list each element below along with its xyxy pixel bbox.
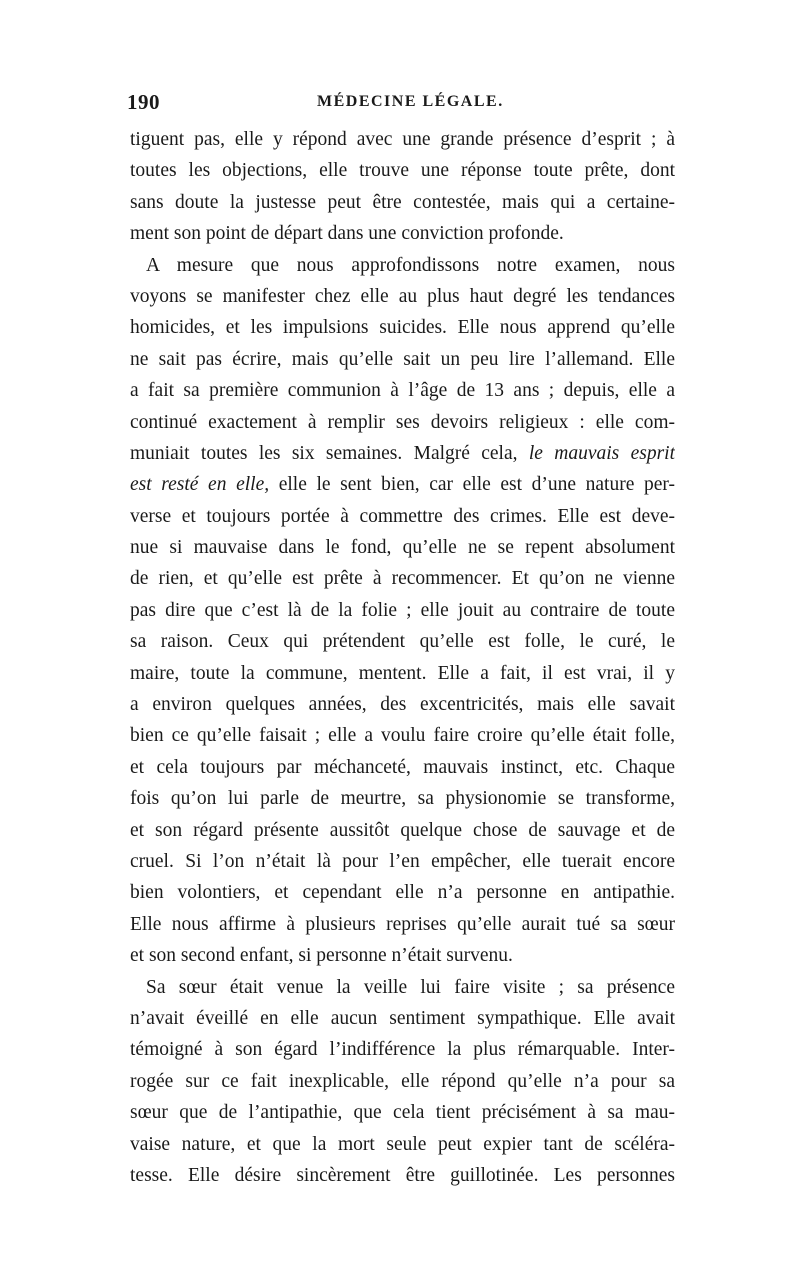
line-text: de rien, et qu’elle est prête à recommencer. Et qu’on ne vienne — [130, 568, 675, 590]
line-text: muniait toutes les six semaines. Malgré cela, — [130, 442, 518, 464]
line-text: nue si mauvaise dans le fond, qu’elle ne se repent absolument — [130, 537, 675, 559]
text-line — [130, 1066, 675, 1097]
paragraph — [130, 124, 675, 250]
line-text: ment son point de départ dans une conviction profonde. — [130, 223, 564, 245]
text-line — [130, 1003, 675, 1034]
line-text: bien volontiers, et cependant elle n’a personne en antipathie. — [130, 882, 675, 904]
text-line — [130, 940, 675, 971]
paragraph — [130, 250, 675, 972]
line-text: a environ quelques années, des excentricités, mais elle savait — [130, 694, 675, 716]
line-text: A mesure que nous approfondissons notre examen, nous — [146, 254, 675, 276]
line-text: verse et toujours portée à commettre des crimes. Elle est deve- — [130, 505, 675, 527]
text-line — [130, 783, 675, 814]
line-text: cruel. Si l’on n’était là pour l’en empêcher, elle tuerait encore — [130, 850, 675, 872]
text-line — [130, 909, 675, 940]
line-text: ne sait pas écrire, mais qu’elle sait un peu lire l’allemand. Elle — [130, 348, 675, 370]
line-text: tesse. Elle désire sincèrement être guillotinée. Les personnes — [130, 1164, 675, 1186]
line-text: rogée sur ce fait inexplicable, elle répond qu’elle n’a pour sa — [130, 1070, 675, 1092]
line-text: Sa sœur était venue la veille lui faire visite ; sa présence — [146, 976, 675, 998]
text-line — [130, 124, 675, 155]
italic-text: est resté en elle, — [130, 474, 270, 496]
text-line — [130, 720, 675, 751]
text-line — [130, 155, 675, 186]
line-text: et son régard présente aussitôt quelque chose de sauvage et de — [130, 819, 675, 841]
text-line — [130, 972, 675, 1003]
line-text: sœur que de l’antipathie, que cela tient précisément à sa mau- — [130, 1102, 675, 1124]
paragraph — [130, 972, 675, 1192]
line-text: tiguent pas, elle y répond avec une grande présence d’esprit ; à — [130, 129, 675, 150]
line-text: pas dire que c’est là de la folie ; elle jouit au contraire de toute — [130, 599, 675, 621]
text-line — [130, 815, 675, 846]
line-text: sans doute la justesse peut être contestée, mais qui a certaine- — [130, 191, 675, 213]
text-line — [130, 438, 675, 469]
line-text: n’avait éveillé en elle aucun sentiment sympathique. Elle avait — [130, 1007, 675, 1029]
line-text: maire, toute la commune, mentent. Elle a fait, il est vrai, il y — [130, 662, 675, 684]
line-text: Elle nous affirme à plusieurs reprises qu’elle aurait tué sa sœur — [130, 913, 675, 935]
line-text: et son second enfant, si personne n’était survenu. — [130, 945, 513, 967]
line-text: homicides, et les impulsions suicides. Elle nous apprend qu’elle — [130, 317, 675, 339]
text-line — [130, 752, 675, 783]
running-title: MÉDECINE LÉGALE. — [317, 93, 504, 110]
italic-text: le mauvais esprit — [528, 442, 675, 464]
text-line — [130, 375, 675, 406]
text-line — [130, 344, 675, 375]
page-header — [127, 90, 675, 116]
text-line — [130, 250, 675, 281]
text-line — [130, 877, 675, 908]
text-line — [130, 187, 675, 218]
line-text: bien ce qu’elle faisait ; elle a voulu faire croire qu’elle était folle, — [130, 725, 675, 747]
text-line — [130, 1129, 675, 1160]
text-line — [130, 595, 675, 626]
text-line — [130, 501, 675, 532]
text-line — [130, 626, 675, 657]
line-text: a fait sa première communion à l’âge de 13 ans ; depuis, elle a — [130, 380, 675, 402]
line-text: vaise nature, et que la mort seule peut expier tant de scéléra- — [130, 1133, 675, 1155]
text-line — [130, 532, 675, 563]
text-line — [130, 846, 675, 877]
text-line — [130, 563, 675, 594]
line-text: témoigné à son égard l’indifférence la plus rémarquable. Inter- — [130, 1039, 675, 1061]
text-line — [130, 1160, 675, 1191]
page-number: 190 — [127, 90, 160, 114]
text-line — [130, 658, 675, 689]
text-line — [130, 218, 675, 249]
line-text: voyons se manifester chez elle au plus haut degré les tendances — [130, 285, 675, 307]
line-text: elle le sent bien, car elle est d’une nature per- — [278, 474, 675, 496]
text-line — [130, 312, 675, 343]
line-text: sa raison. Ceux qui prétendent qu’elle est folle, le curé, le — [130, 631, 675, 653]
line-text: continué exactement à remplir ses devoirs religieux : elle com- — [130, 411, 675, 433]
text-line — [130, 469, 675, 500]
line-text: toutes les objections, elle trouve une réponse toute prête, dont — [130, 160, 675, 182]
text-line — [130, 1097, 675, 1128]
line-text: et cela toujours par méchanceté, mauvais instinct, etc. Chaque — [130, 756, 675, 778]
body-text — [130, 124, 675, 1191]
text-line — [130, 281, 675, 312]
text-line — [130, 407, 675, 438]
text-line — [130, 1034, 675, 1065]
text-line — [130, 689, 675, 720]
line-text: fois qu’on lui parle de meurtre, sa physionomie se transforme, — [130, 788, 675, 810]
